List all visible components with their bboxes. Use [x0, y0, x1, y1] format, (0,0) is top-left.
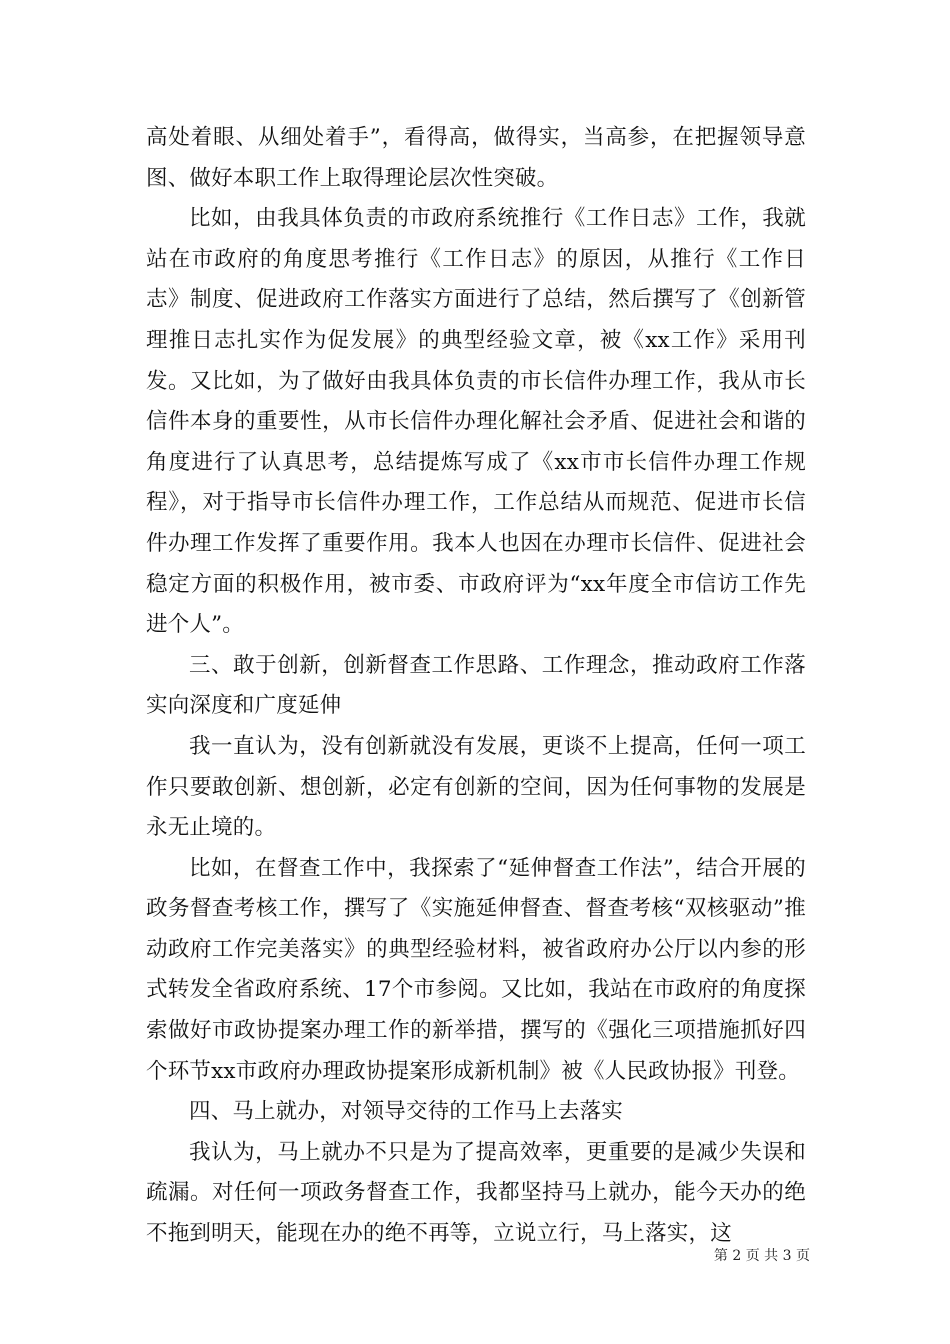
- paragraph-7: 我认为，马上就办不只是为了提高效率，更重要的是减少失误和疏漏。对任何一项政务督查工作，我都坚持马上就办，能今天办的绝不拖到明天，能现在办的绝不再等，立说立行，马上落实，这: [146, 1139, 806, 1247]
- paragraph-1: 高处着眼、从细处着手”，看得高，做得实，当高参，在把握领导意图、做好本职工作上取得理论层次性突破。: [146, 125, 806, 191]
- paragraph-5: 比如，在督查工作中，我探索了“延伸督查工作法”，结合开展的政务督查考核工作，撰写了《实施延伸督查、督查考核“双核驱动”推动政府工作完美落实》的典型经验材料，被省政府办公厅以内参的形式转发全省政府系统、17个市参阅。又比如，我站在市政府的角度探索做好市政协提案办理工作的新举措，撰写的《强化三项措施抓好四个环节xx市政府办理政协提案形成新机制》被《人民政协报》刊登。: [146, 855, 806, 1084]
- document-body: [146, 118, 806, 1255]
- paragraph-4: 我一直认为，没有创新就没有发展，更谈不上提高，任何一项工作只要敢创新、想创新，必定有创新的空间，因为任何事物的发展是永无止境的。: [146, 733, 806, 841]
- paragraph-2: 比如，由我具体负责的市政府系统推行《工作日志》工作，我就站在市政府的角度思考推行《工作日志》的原因，从推行《工作日志》制度、促进政府工作落实方面进行了总结，然后撰写了《创新管理推日志扎实作为促发展》的典型经验文章，被《xx工作》采用刊发。又比如，为了做好由我具体负责的市长信件办理工作，我从市长信件本身的重要性，从市长信件办理化解社会矛盾、促进社会和谐的角度进行了认真思考，总结提炼写成了《xx市市长信件办理工作规程》，对于指导市长信件办理工作，工作总结从而规范、促进市长信件办理工作发挥了重要作用。我本人也因在办理市长信件、促进社会稳定方面的积极作用，被市委、市政府评为“xx年度全市信访工作先进个人”。: [146, 206, 806, 638]
- section-heading-3: 三、敢于创新，创新督查工作思路、工作理念，推动政府工作落实向深度和广度延伸: [146, 652, 806, 719]
- section-heading-4: 四、马上就办，对领导交待的工作马上去落实: [189, 1099, 624, 1125]
- page-number-footer: 第 2 页 共 3 页: [713, 1248, 810, 1264]
